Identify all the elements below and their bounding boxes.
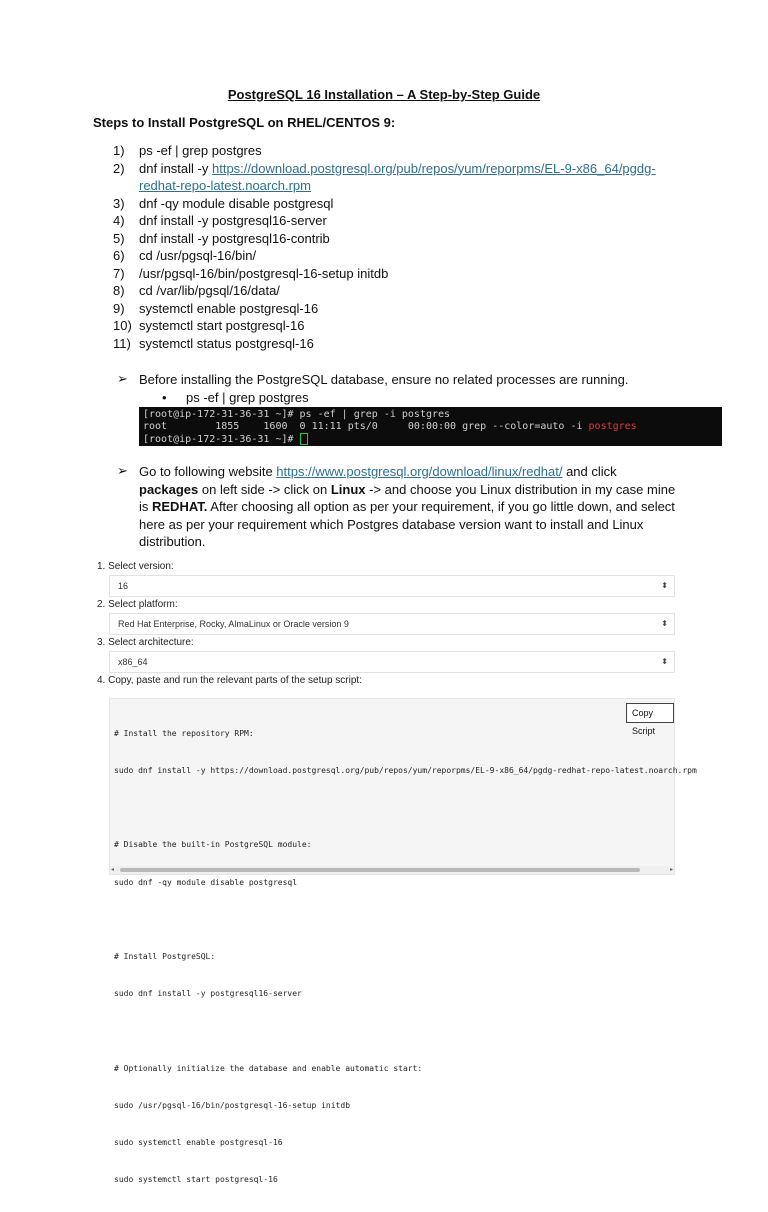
code-line: # Optionally initialize the database and enable automatic start: <box>114 1063 423 1073</box>
terminal-line: root 1855 1600 0 11:11 pts/0 00:00:00 grep --color=auto -i <box>143 421 589 432</box>
code-line: sudo dnf install -y https://download.postgresql.org/pub/repos/yum/reporpms/EL-9-x86_64/pgdg-redhat-repo-latest.noarch.rpm <box>114 766 697 776</box>
list-item <box>113 247 673 265</box>
scroll-left-icon[interactable]: ◂ <box>111 867 115 873</box>
step-number: 8) <box>113 283 125 298</box>
step-text: systemctl status postgresql-16 <box>139 335 314 351</box>
step-number: 2) <box>113 160 125 176</box>
list-item <box>113 160 673 195</box>
setup-script-code <box>109 698 697 1185</box>
code-line: sudo systemctl enable postgresql-16 <box>114 1138 283 1148</box>
text-run: After choosing all option as per your requirement, if you go little down, and select here as per your requirement which Postgres database version want to install and Linux distribution. <box>139 499 675 549</box>
repo-rpm-link[interactable]: https://download.postgresql.org/pub/repos/yum/reporpms/EL-9-x86_64/pgdg-redhat-repo-latest.noarch.rpm <box>139 160 656 193</box>
code-line <box>114 914 697 926</box>
select-arrows-icon: ⬍ <box>661 657 668 666</box>
architecture-select[interactable] <box>109 651 675 673</box>
step-text: /usr/pgsql-16/bin/postgresql-16-setup initdb <box>139 265 389 281</box>
bullet-text <box>139 463 679 551</box>
terminal-screenshot <box>139 407 722 446</box>
code-line: # Install PostgreSQL: <box>114 952 216 962</box>
arrow-bullet-icon: ➢ <box>117 463 128 478</box>
step-number: 4) <box>113 213 125 228</box>
list-item <box>113 300 673 318</box>
version-select[interactable] <box>109 575 675 597</box>
select-arrows-icon: ⬍ <box>661 581 668 590</box>
bullet-text: Before installing the PostgreSQL database, ensure no related processes are running. <box>139 372 629 387</box>
scrollbar-thumb[interactable] <box>120 868 640 872</box>
section-heading: Steps to Install PostgreSQL on RHEL/CENTOS 9: <box>93 115 396 130</box>
step-text: dnf install -y postgresql16-contrib <box>139 230 330 246</box>
list-item <box>113 282 673 300</box>
terminal-prompt: [root@ip-172-31-36-31 ~]# <box>143 434 300 445</box>
text-run: -> and choose you Linux distribution in my case mine is <box>139 481 676 514</box>
code-line <box>114 802 697 814</box>
architecture-value: x86_64 <box>118 657 148 667</box>
list-item <box>113 212 673 230</box>
script-label: 4. Copy, paste and run the relevant parts of the setup script: <box>97 675 362 686</box>
step-text: dnf -qy module disable postgresql <box>139 195 334 211</box>
text-run: and click <box>562 464 617 479</box>
step-number: 11) <box>113 335 131 351</box>
step-text: cd /var/lib/pgsql/16/data/ <box>139 283 280 298</box>
code-line <box>114 1026 697 1038</box>
version-value: 16 <box>118 581 129 591</box>
scroll-right-icon[interactable]: ▸ <box>669 867 673 873</box>
bold-text: Linux <box>330 481 366 497</box>
select-arrows-icon: ⬍ <box>661 619 668 628</box>
bold-text: REDHAT. <box>152 499 208 514</box>
step-number: 1) <box>113 143 125 158</box>
step-text: ps -ef | grep postgres <box>139 143 262 158</box>
arrow-bullet-icon: ➢ <box>117 371 128 386</box>
version-label: 1. Select version: <box>97 561 174 572</box>
code-line: # Disable the built-in PostgreSQL module: <box>114 840 312 850</box>
horizontal-scrollbar[interactable] <box>110 866 674 874</box>
postgresql-redhat-link[interactable]: https://www.postgresql.org/download/linux/redhat/ <box>276 464 563 479</box>
code-line: sudo systemctl start postgresql-16 <box>114 1175 278 1185</box>
architecture-label: 3. Select architecture: <box>97 637 194 648</box>
platform-select[interactable] <box>109 613 675 635</box>
step-text: dnf install -y postgresql16-server <box>139 213 327 228</box>
list-item <box>113 195 673 213</box>
text-run: Go to following website <box>139 464 277 479</box>
dot-bullet-icon: • <box>162 390 167 405</box>
terminal-line: [root@ip-172-31-36-31 ~]# ps -ef | grep -i postgres <box>143 409 451 420</box>
list-item <box>113 265 673 283</box>
code-line: # Install the repository RPM: <box>114 728 254 738</box>
step-number: 9) <box>113 300 125 316</box>
list-item <box>113 230 673 248</box>
copy-script-button[interactable]: Copy Script <box>626 703 674 723</box>
document-title: PostgreSQL 16 Installation – A Step-by-Step Guide <box>227 87 541 102</box>
steps-list <box>113 142 673 352</box>
cursor-icon <box>300 433 308 445</box>
terminal-highlight: postgres <box>588 421 637 432</box>
code-line: sudo dnf install -y postgresql16-server <box>114 989 302 999</box>
step-number: 6) <box>113 248 125 263</box>
code-block <box>114 703 697 1212</box>
step-number: 7) <box>113 265 125 281</box>
list-item <box>113 335 673 353</box>
platform-value: Red Hat Enterprise, Rocky, AlmaLinux or Oracle version 9 <box>118 619 349 629</box>
step-number: 5) <box>113 230 125 246</box>
list-item <box>113 142 673 160</box>
code-line: sudo dnf -qy module disable postgresql <box>114 877 298 887</box>
step-command: dnf install -y <box>139 160 212 176</box>
sub-bullet-text: ps -ef | grep postgres <box>186 390 309 405</box>
code-line: sudo /usr/pgsql-16/bin/postgresql-16-setup initdb <box>114 1101 351 1110</box>
step-text <box>139 160 673 195</box>
step-text: systemctl enable postgresql-16 <box>139 300 319 316</box>
step-number: 10) <box>113 318 132 333</box>
text-run: on left side -> click on <box>198 481 331 497</box>
step-text: cd /usr/pgsql-16/bin/ <box>139 248 257 263</box>
step-number: 3) <box>113 195 125 211</box>
bold-text: packages <box>139 481 199 497</box>
platform-label: 2. Select platform: <box>97 599 178 610</box>
step-text: systemctl start postgresql-16 <box>139 318 305 333</box>
list-item <box>113 317 673 335</box>
